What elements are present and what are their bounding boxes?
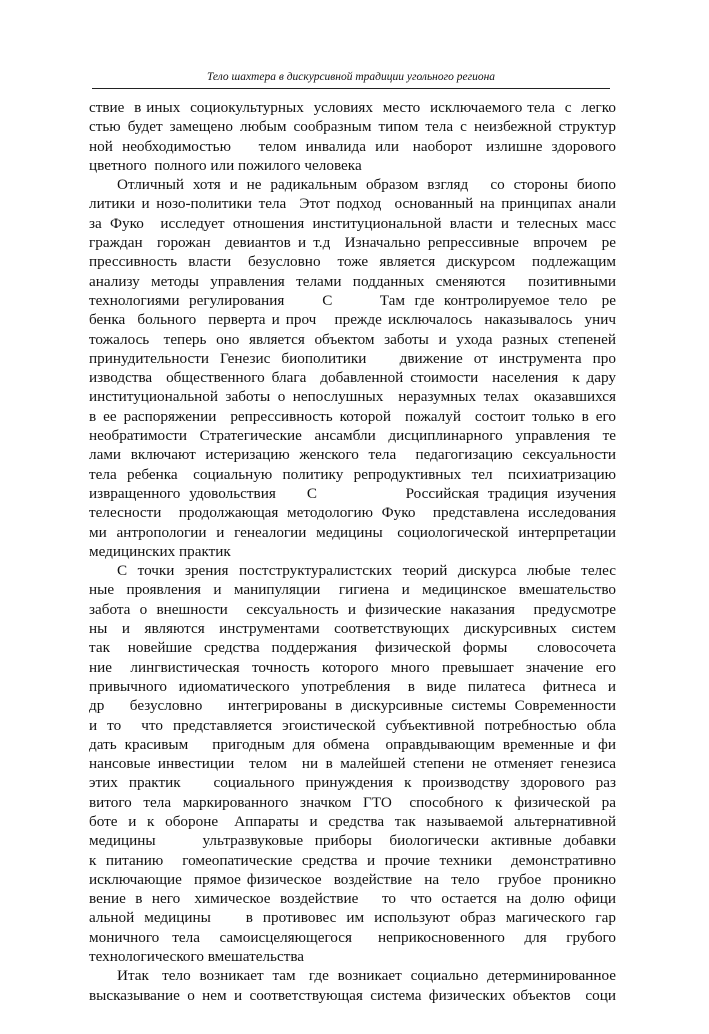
text-line: Отличный хотя и не радикальным образом взгляд со стороны биопо	[117, 176, 616, 194]
text-line: альной медицины в противовес им используют образ магического гар	[89, 909, 616, 927]
text-line: к питанию гомеопатические средства и прочие техники демонстративно	[89, 851, 616, 869]
text-line: телесности продолжающая методологию Фуко представлена исследования	[89, 504, 616, 522]
text-line: ной необходимостью телом инвалида или наоборот излишне здорового	[89, 137, 616, 155]
text-line: необратимости Стратегические ансамбли дисциплинарного управления те	[89, 427, 616, 445]
text-line: лами включают истеризацию женского тела педагогизацию сексуальности	[89, 446, 616, 464]
text-line: др безусловно интегрированы в дискурсивные системы Современности	[89, 697, 616, 715]
text-line: стью будет замещено любым сообразным типом тела с неизбежной структур	[89, 118, 616, 136]
text-line: витого тела маркированного значком ГТО способного к физической ра	[89, 793, 616, 811]
text-line: медицинских практик	[89, 542, 231, 560]
text-line: С точки зрения постструктуралистских теорий дискурса любые телес	[117, 562, 616, 580]
text-line: тожалось теперь оно является объектом заботы и ухода разных степеней	[89, 330, 616, 348]
text-line: извращенного удовольствия С Российская традиция изучения	[89, 484, 616, 502]
text-line: за Фуко исследует отношения институциональной власти и телесных масс	[89, 214, 616, 232]
text-line: боте и к обороне Аппараты и средства так называемой альтернативной	[89, 812, 616, 830]
text-line: институциональной заботы о непослушных неразумных телах оказавшихся	[89, 388, 616, 406]
text-line: изводства общественного блага добавленной стоимости населения к дару	[89, 369, 616, 387]
text-line: бенка больного перверта и проч прежде исключалось наказывалось унич	[89, 311, 616, 329]
text-line: прессивность власти безусловно тоже является дискурсом подлежащим	[89, 253, 616, 271]
body-text	[89, 98, 616, 1005]
text-line: технологического вмешательства	[89, 948, 305, 966]
text-line: дать красивым пригодным для обмена оправдывающим временные и фи	[89, 735, 616, 753]
text-line: забота о внешности сексуальность и физические наказания предусмотре	[89, 600, 616, 618]
text-line: этих практик социального принуждения к производству здорового раз	[89, 774, 616, 792]
text-line: литики и нозо-политики тела Этот подход основанный на принципах анали	[89, 195, 616, 213]
text-line: ны и являются инструментами соответствующих дискурсивных систем	[89, 620, 616, 638]
text-line: моничного тела самоисцеляющегося неприкосновенного для грубого	[89, 928, 616, 946]
text-line: исключающие прямое физическое воздействие на тело грубое проникно	[89, 870, 616, 888]
text-line: в ее распоряжении репрессивность которой пожалуй состоит только в его	[89, 407, 616, 425]
text-line: нансовые инвестиции телом ни в малейшей степени не отменяет генезиса	[89, 755, 616, 773]
text-line: так новейшие средства поддержания физической формы словосочета	[89, 639, 616, 657]
text-line: ние лингвистическая точность которого много превышает значение его	[89, 658, 616, 676]
text-line: анализу методы управления телами подданных сменяются позитивными	[89, 272, 616, 290]
text-line: граждан горожан девиантов и т.д Изначально репрессивные впрочем ре	[89, 234, 616, 252]
text-line: ствие в иных социокультурных условиях место исключаемого тела с легко	[89, 99, 616, 116]
text-line: тела ребенка социальную политику репродуктивных тел психиатризацию	[89, 465, 616, 483]
text-line: ные проявления и манипуляции гигиена и медицинское вмешательство	[89, 581, 616, 599]
text-line: высказывание о нем и соответствующая система физических объектов соци	[89, 986, 616, 1004]
text-line: цветного полного или пожилого человека	[89, 156, 362, 174]
text-line: технологиями регулирования С Там где контролируемое тело ре	[89, 291, 616, 309]
text-line: принудительности Генезис биополитики движение от инструмента про	[89, 349, 616, 367]
text-line: Итак тело возникает там где возникает социально детерминированное	[117, 967, 616, 985]
running-header: Тело шахтера в дискурсивной традиции угольного региона	[206, 71, 496, 83]
text-line: вение в него химическое воздействие то что остается на долю офици	[89, 890, 616, 908]
text-line: привычного идиоматического употребления в виде пилатеса фитнеса и	[89, 677, 616, 695]
text-line: ми антропологии и генеалогии медицины социологической интерпретации	[89, 523, 616, 541]
header-rule	[92, 88, 610, 89]
text-line: медицины ультразвуковые приборы биологически активные добавки	[89, 832, 616, 850]
text-line: и то что представляется эгоистической субъективной потребностью обла	[89, 716, 616, 734]
